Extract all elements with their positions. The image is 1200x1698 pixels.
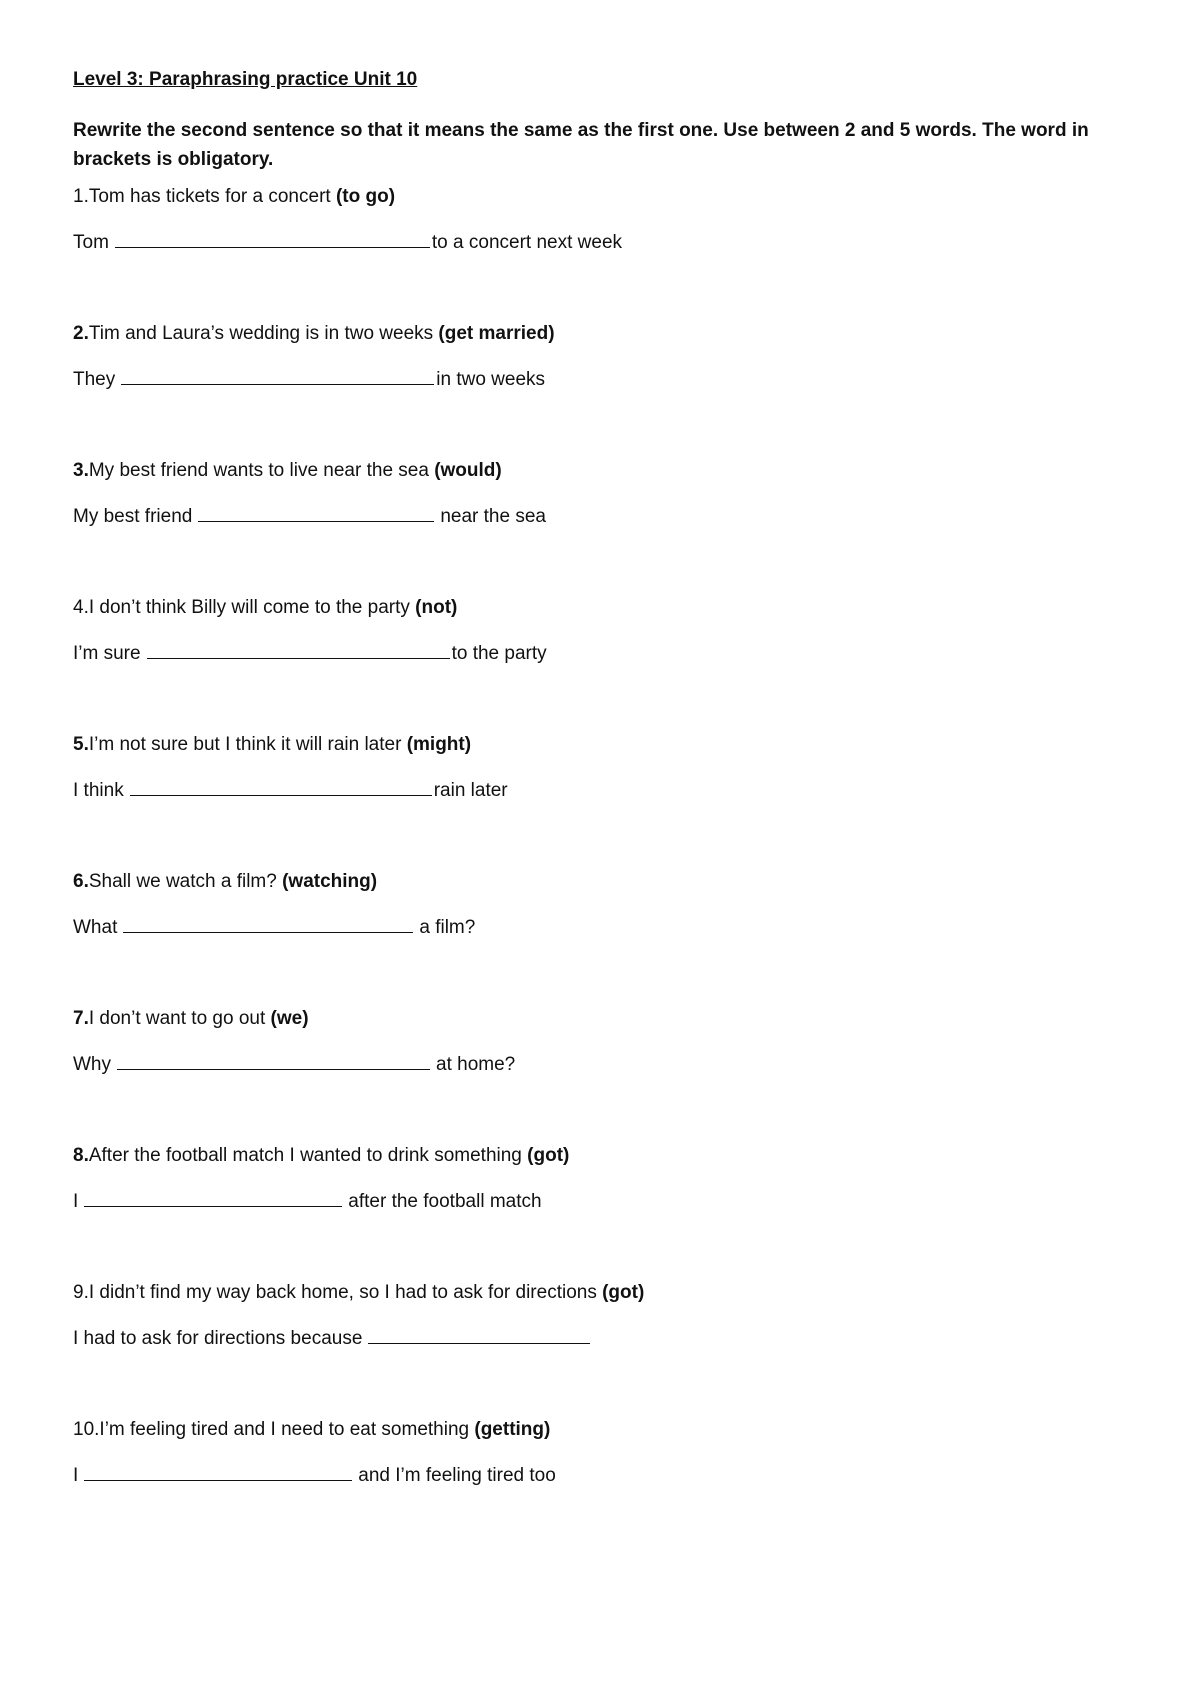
question-sentence xyxy=(73,1418,1133,1442)
answer-blank[interactable] xyxy=(130,778,432,796)
item-number: 10. xyxy=(73,1419,100,1440)
answer-start: Why xyxy=(73,1054,111,1075)
answer-blank[interactable] xyxy=(368,1326,590,1344)
item-number: 3. xyxy=(73,460,89,481)
question-sentence xyxy=(73,870,1133,894)
answer-line xyxy=(73,915,1133,940)
item-number: 9. xyxy=(73,1282,89,1303)
question-sentence xyxy=(73,1144,1133,1168)
exercise-item-5 xyxy=(73,733,1133,803)
answer-blank[interactable] xyxy=(147,641,450,659)
answer-line xyxy=(73,230,1133,255)
answer-line xyxy=(73,367,1133,392)
keyword: (get married) xyxy=(438,323,555,344)
instructions: Rewrite the second sentence so that it means the same as the first one. Use between 2 and 5 words. The word in brackets is obligatory. xyxy=(73,120,1089,170)
prompt-text: I didn’t find my way back home, so I had to ask for directions xyxy=(88,1282,603,1303)
answer-blank[interactable] xyxy=(84,1189,342,1207)
answer-blank[interactable] xyxy=(115,230,430,248)
keyword: (would) xyxy=(434,460,502,481)
answer-blank[interactable] xyxy=(121,367,434,385)
question-sentence xyxy=(73,1281,1133,1305)
question-sentence xyxy=(73,459,1133,483)
answer-start: I xyxy=(73,1465,79,1486)
answer-line xyxy=(73,641,1133,666)
keyword: (we) xyxy=(270,1008,309,1029)
keyword: (watching) xyxy=(282,871,378,892)
prompt-text: After the football match I wanted to drink something xyxy=(88,1145,528,1166)
answer-blank[interactable] xyxy=(123,915,413,933)
answer-start: I had to ask for directions because xyxy=(73,1328,363,1349)
prompt-text: I don’t think Billy will come to the party xyxy=(88,597,416,618)
answer-end: to the party xyxy=(451,643,547,664)
item-number: 1. xyxy=(73,186,89,207)
answer-blank[interactable] xyxy=(117,1052,430,1070)
question-sentence xyxy=(73,322,1133,346)
keyword: (got) xyxy=(527,1145,570,1166)
answer-line xyxy=(73,1189,1133,1214)
question-sentence xyxy=(73,596,1133,620)
exercise-item-2 xyxy=(73,322,1133,392)
item-number: 7. xyxy=(73,1008,89,1029)
prompt-text: I don’t want to go out xyxy=(88,1008,271,1029)
keyword: (might) xyxy=(406,734,472,755)
worksheet-title: Level 3: Paraphrasing practice Unit 10 xyxy=(73,69,418,90)
prompt-text: Shall we watch a film? xyxy=(88,871,283,892)
answer-line xyxy=(73,1463,1133,1488)
worksheet xyxy=(73,68,1133,1488)
prompt-text: Tom has tickets for a concert xyxy=(88,186,336,207)
answer-start: I think xyxy=(73,780,124,801)
question-sentence xyxy=(73,185,1133,209)
keyword: (not) xyxy=(415,597,458,618)
answer-blank[interactable] xyxy=(198,504,434,522)
prompt-text: I’m not sure but I think it will rain later xyxy=(88,734,407,755)
answer-line xyxy=(73,1052,1133,1077)
answer-start: I’m sure xyxy=(73,643,141,664)
item-number: 4. xyxy=(73,597,89,618)
prompt-text: I’m feeling tired and I need to eat something xyxy=(99,1419,475,1440)
prompt-text: Tim and Laura’s wedding is in two weeks xyxy=(88,323,439,344)
answer-start: My best friend xyxy=(73,506,193,527)
exercise-item-9 xyxy=(73,1281,1133,1351)
keyword: (got) xyxy=(602,1282,645,1303)
exercise-item-1 xyxy=(73,185,1133,255)
answer-end: rain later xyxy=(433,780,508,801)
answer-start: I xyxy=(73,1191,79,1212)
answer-line xyxy=(73,1326,1133,1351)
answer-start: Tom xyxy=(73,232,109,253)
exercise-item-3 xyxy=(73,459,1133,529)
question-sentence xyxy=(73,733,1133,757)
answer-end: after the football match xyxy=(348,1191,542,1212)
item-number: 5. xyxy=(73,734,89,755)
item-number: 8. xyxy=(73,1145,89,1166)
exercise-item-10 xyxy=(73,1418,1133,1488)
answer-line xyxy=(73,778,1133,803)
exercise-item-6 xyxy=(73,870,1133,940)
exercise-item-4 xyxy=(73,596,1133,666)
exercise-item-7 xyxy=(73,1007,1133,1077)
prompt-text: My best friend wants to live near the sea xyxy=(88,460,435,481)
answer-start: They xyxy=(73,369,116,390)
question-sentence xyxy=(73,1007,1133,1031)
exercise-item-8 xyxy=(73,1144,1133,1214)
answer-line xyxy=(73,504,1133,529)
answer-end: near the sea xyxy=(440,506,546,527)
answer-end: a film? xyxy=(419,917,476,938)
answer-end: in two weeks xyxy=(436,369,546,390)
answer-end: at home? xyxy=(436,1054,516,1075)
answer-blank[interactable] xyxy=(84,1463,352,1481)
answer-end: to a concert next week xyxy=(431,232,623,253)
item-number: 2. xyxy=(73,323,89,344)
keyword: (getting) xyxy=(474,1419,551,1440)
keyword: (to go) xyxy=(335,186,396,207)
answer-start: What xyxy=(73,917,118,938)
answer-end: and I’m feeling tired too xyxy=(358,1465,556,1486)
item-number: 6. xyxy=(73,871,89,892)
